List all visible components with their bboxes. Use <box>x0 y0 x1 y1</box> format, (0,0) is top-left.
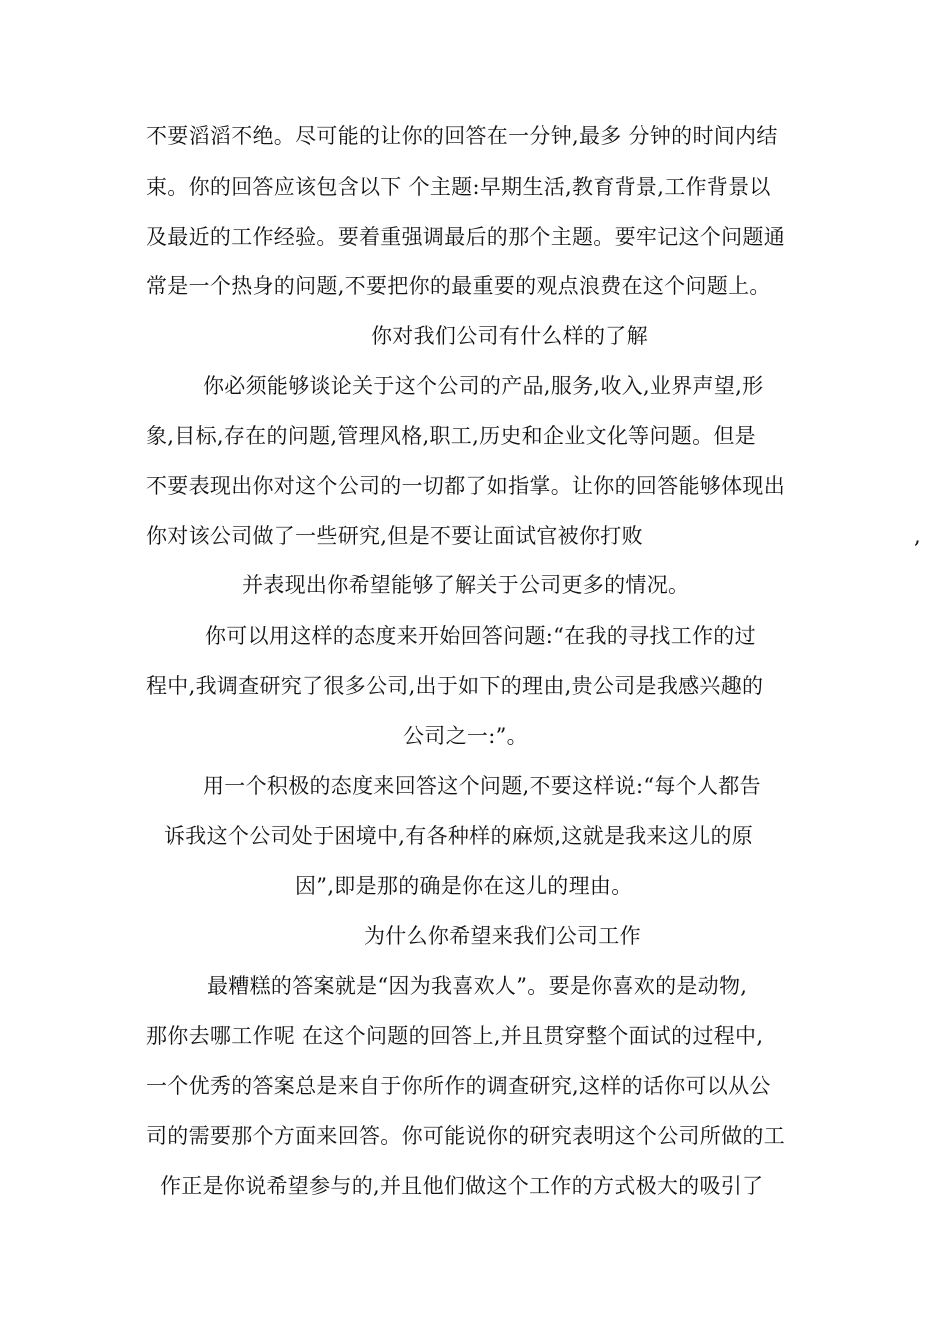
text-line: 公司之一:”。 <box>403 724 528 748</box>
text-line: 最糟糕的答案就是“因为我喜欢人”。要是你喜欢的是动物, <box>207 974 748 998</box>
text-line: 你必须能够谈论关于这个公司的产品,服务,收入,业界声望,形 <box>203 374 764 398</box>
text-line: 司的需要那个方面来回答。你可能说你的研究表明这个公司所做的工 <box>146 1124 785 1148</box>
text-line: 不要滔滔不绝。尽可能的让你的回答在一分钟,最多 分钟的时间内结 <box>146 124 778 148</box>
text-line: 不要表现出你对这个公司的一切都了如指掌。让你的回答能够体现出 <box>146 474 785 498</box>
section-heading: 为什么你希望来我们公司工作 <box>364 924 641 948</box>
text-line: 你对该公司做了一些研究,但是不要让面试官被你打败 <box>146 524 643 548</box>
text-line: 常是一个热身的问题,不要把你的最重要的观点浪费在这个问题上。 <box>146 274 771 298</box>
text-line: 诉我这个公司处于困境中,有各种样的麻烦,这就是我来这儿的原 <box>164 824 754 848</box>
stray-comma: , <box>914 524 921 548</box>
text-line: 你可以用这样的态度来开始回答问题:“在我的寻找工作的过 <box>205 624 756 648</box>
text-line: 束。你的回答应该包含以下 个主题:早期生活,教育背景,工作背景以 <box>146 175 771 199</box>
text-line: 并表现出你希望能够了解关于公司更多的情况。 <box>242 573 690 597</box>
text-line: 象,目标,存在的问题,管理风格,职工,历史和企业文化等问题。但是 <box>146 424 756 448</box>
text-line: 一个优秀的答案总是来自于你所作的调查研究,这样的话你可以从公 <box>146 1074 771 1098</box>
text-line: 作正是你说希望参与的,并且他们做这个工作的方式极大的吸引了 <box>160 1174 764 1198</box>
section-heading: 你对我们公司有什么样的了解 <box>371 324 648 348</box>
text-line: 用一个积极的态度来回答这个问题,不要这样说:“每个人都告 <box>203 774 761 798</box>
text-line: 因”,即是那的确是你在这儿的理由。 <box>295 874 633 898</box>
text-line: 程中,我调查研究了很多公司,出于如下的理由,贵公司是我感兴趣的 <box>146 674 764 698</box>
text-line: 那你去哪工作呢 在这个问题的回答上,并且贯穿整个面试的过程中, <box>146 1024 764 1048</box>
text-line: 及最近的工作经验。要着重强调最后的那个主题。要牢记这个问题通 <box>146 225 785 249</box>
